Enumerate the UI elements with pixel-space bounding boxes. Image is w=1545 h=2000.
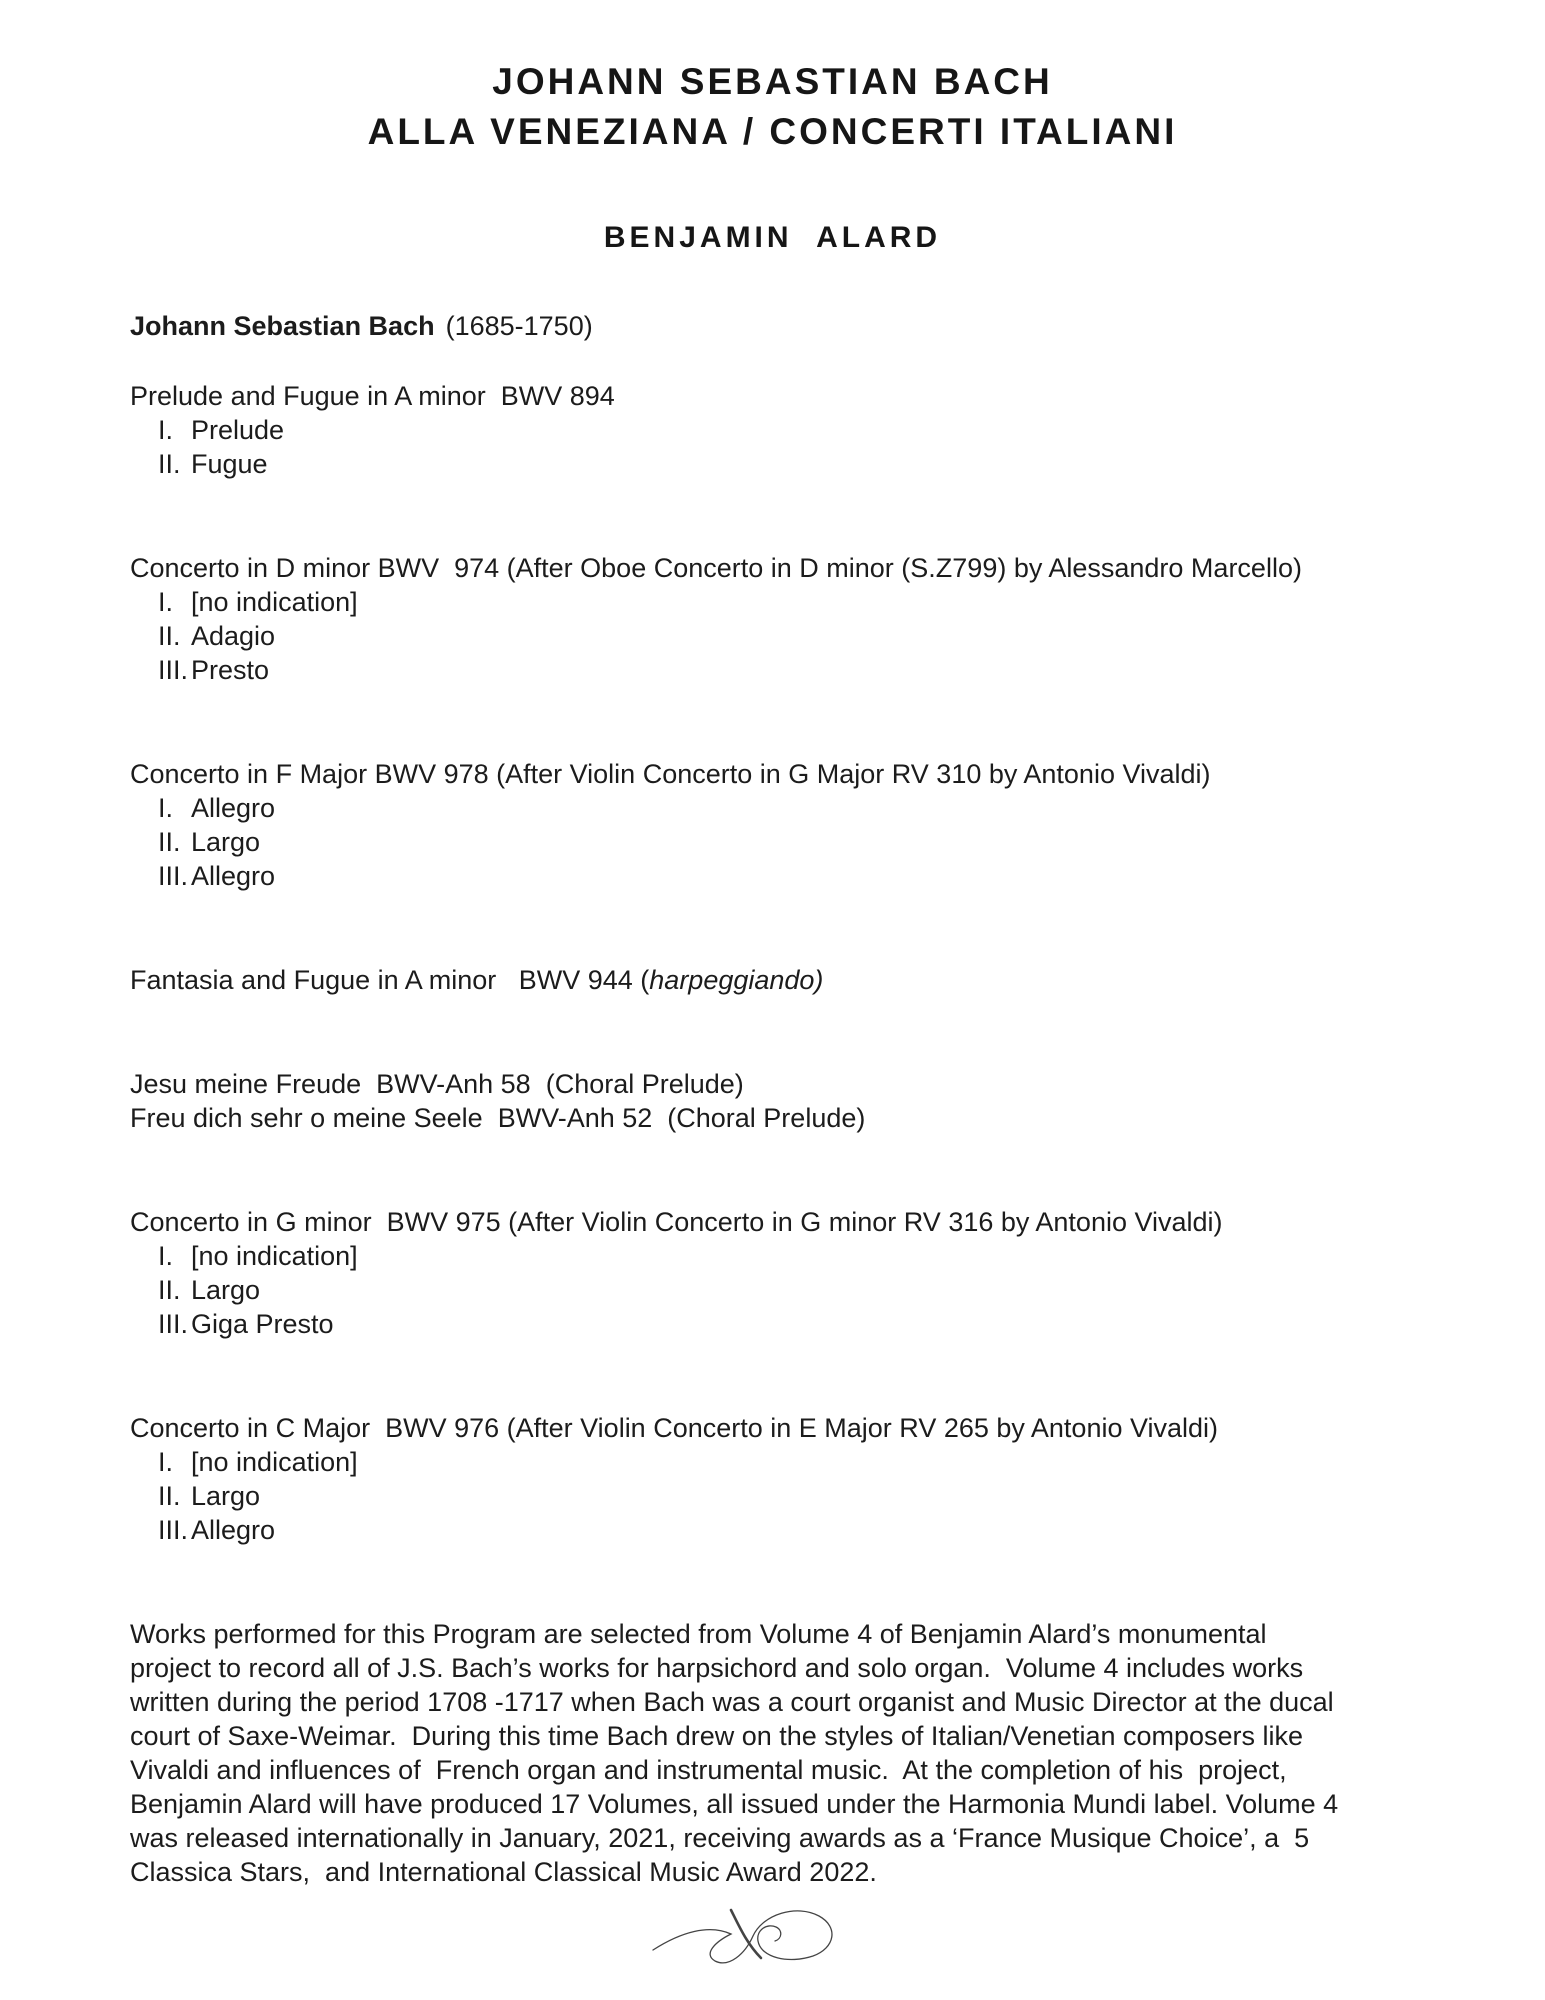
program-header <box>0 57 1545 157</box>
movement-name: Prelude <box>191 415 285 445</box>
work-title-italic: harpeggiando) <box>649 965 824 995</box>
movement-line <box>130 413 1460 447</box>
movement-numeral: II. <box>158 827 181 857</box>
movement-numeral: I. <box>158 587 174 617</box>
work-entry <box>130 757 1460 893</box>
work-title-text: Fantasia and Fugue in A minor BWV 944 ( <box>130 965 650 995</box>
movement-name: [no indication] <box>191 587 358 617</box>
movement-line <box>130 1513 1460 1547</box>
work-title <box>130 963 1460 997</box>
movement-line <box>130 825 1460 859</box>
flourish-ornament <box>645 1896 855 1968</box>
work-title-text: Jesu meine Freude BWV-Anh 58 (Choral Prelude) <box>130 1069 744 1099</box>
movement-numeral: III. <box>158 861 189 891</box>
notes-line: written during the period 1708 -1717 when Bach was a court organist and Music Director at the ducal <box>130 1687 1334 1717</box>
program-content <box>130 309 1460 1889</box>
movement-numeral: I. <box>158 793 174 823</box>
work-title <box>130 551 1460 585</box>
movement-numeral: III. <box>158 655 189 685</box>
work-title <box>130 1205 1460 1239</box>
program-title-line2: ALLA VENEZIANA / CONCERTI ITALIANI <box>367 111 1178 152</box>
movement-numeral: II. <box>158 1481 181 1511</box>
notes-line: was released internationally in January, 2021, receiving awards as a ‘France Musique Choice’, a 5 <box>130 1823 1310 1853</box>
work-title-text: Freu dich sehr o meine Seele BWV-Anh 52 (Choral Prelude) <box>130 1103 866 1133</box>
movement-numeral: II. <box>158 621 181 651</box>
work-entry <box>130 379 1460 481</box>
movement-numeral: III. <box>158 1515 189 1545</box>
movement-line <box>130 1273 1460 1307</box>
work-title <box>130 1411 1460 1445</box>
movement-numeral: I. <box>158 1241 174 1271</box>
composer-name: Johann Sebastian Bach <box>130 311 435 341</box>
movement-line <box>130 1307 1460 1341</box>
work-title-text: Concerto in C Major BWV 976 (After Violin Concerto in E Major RV 265 by Antonio Vivaldi) <box>130 1413 1219 1443</box>
work-entry <box>130 1411 1460 1547</box>
movement-name: Allegro <box>191 1515 276 1545</box>
notes-line: project to record all of J.S. Bach’s works for harpsichord and solo organ. Volume 4 includes works <box>130 1653 1304 1683</box>
notes-line: Classica Stars, and International Classical Music Award 2022. <box>130 1857 877 1887</box>
movement-name: Largo <box>191 827 261 857</box>
movement-line <box>130 1479 1460 1513</box>
movement-name: Adagio <box>191 621 276 651</box>
composer-dates: (1685-1750) <box>445 311 593 341</box>
movement-numeral: I. <box>158 1447 174 1477</box>
work-title-text: Concerto in G minor BWV 975 (After Violin Concerto in G minor RV 316 by Antonio Vivaldi) <box>130 1207 1223 1237</box>
movement-line <box>130 653 1460 687</box>
program-notes <box>130 1617 1460 1889</box>
movement-numeral: II. <box>158 1275 181 1305</box>
program-title-line1: JOHANN SEBASTIAN BACH <box>492 61 1053 102</box>
notes-line: Benjamin Alard will have produced 17 Volumes, all issued under the Harmonia Mundi label. Volume 4 <box>130 1789 1339 1819</box>
notes-line: court of Saxe-Weimar. During this time Bach drew on the styles of Italian/Venetian composers like <box>130 1721 1304 1751</box>
movement-name: [no indication] <box>191 1241 358 1271</box>
movement-line <box>130 619 1460 653</box>
work-title <box>130 1101 1460 1135</box>
work-entry <box>130 1205 1460 1341</box>
movement-name: Allegro <box>191 793 276 823</box>
movement-name: Largo <box>191 1481 261 1511</box>
movement-name: Fugue <box>191 449 268 479</box>
movement-numeral: II. <box>158 449 181 479</box>
movement-numeral: III. <box>158 1309 189 1339</box>
work-title-text: Prelude and Fugue in A minor BWV 894 <box>130 381 615 411</box>
movement-line <box>130 859 1460 893</box>
composer-line <box>130 309 1460 343</box>
movement-line <box>130 585 1460 619</box>
movement-name: Allegro <box>191 861 276 891</box>
notes-line: Works performed for this Program are selected from Volume 4 of Benjamin Alard’s monumental <box>130 1619 1267 1649</box>
work-title <box>130 757 1460 791</box>
movement-line <box>130 1239 1460 1273</box>
movement-name: [no indication] <box>191 1447 358 1477</box>
work-entry <box>130 963 1460 997</box>
movement-line <box>130 1445 1460 1479</box>
movement-numeral: I. <box>158 415 174 445</box>
movement-name: Presto <box>191 655 270 685</box>
notes-line: Vivaldi and influences of French organ and instrumental music. At the completion of his project, <box>130 1755 1287 1785</box>
movement-line <box>130 447 1460 481</box>
performer-name: BENJAMIN ALARD <box>603 221 942 254</box>
work-title <box>130 1067 1460 1101</box>
work-title-text: Concerto in F Major BWV 978 (After Violin Concerto in G Major RV 310 by Antonio Vivaldi) <box>130 759 1211 789</box>
work-title <box>130 379 1460 413</box>
movement-name: Largo <box>191 1275 261 1305</box>
works-list <box>130 379 1460 1547</box>
movement-line <box>130 791 1460 825</box>
work-title-text: Concerto in D minor BWV 974 (After Oboe Concerto in D minor (S.Z799) by Alessandro Marcello) <box>130 553 1302 583</box>
work-entry <box>130 1067 1460 1135</box>
movement-name: Giga Presto <box>191 1309 334 1339</box>
work-entry <box>130 551 1460 687</box>
